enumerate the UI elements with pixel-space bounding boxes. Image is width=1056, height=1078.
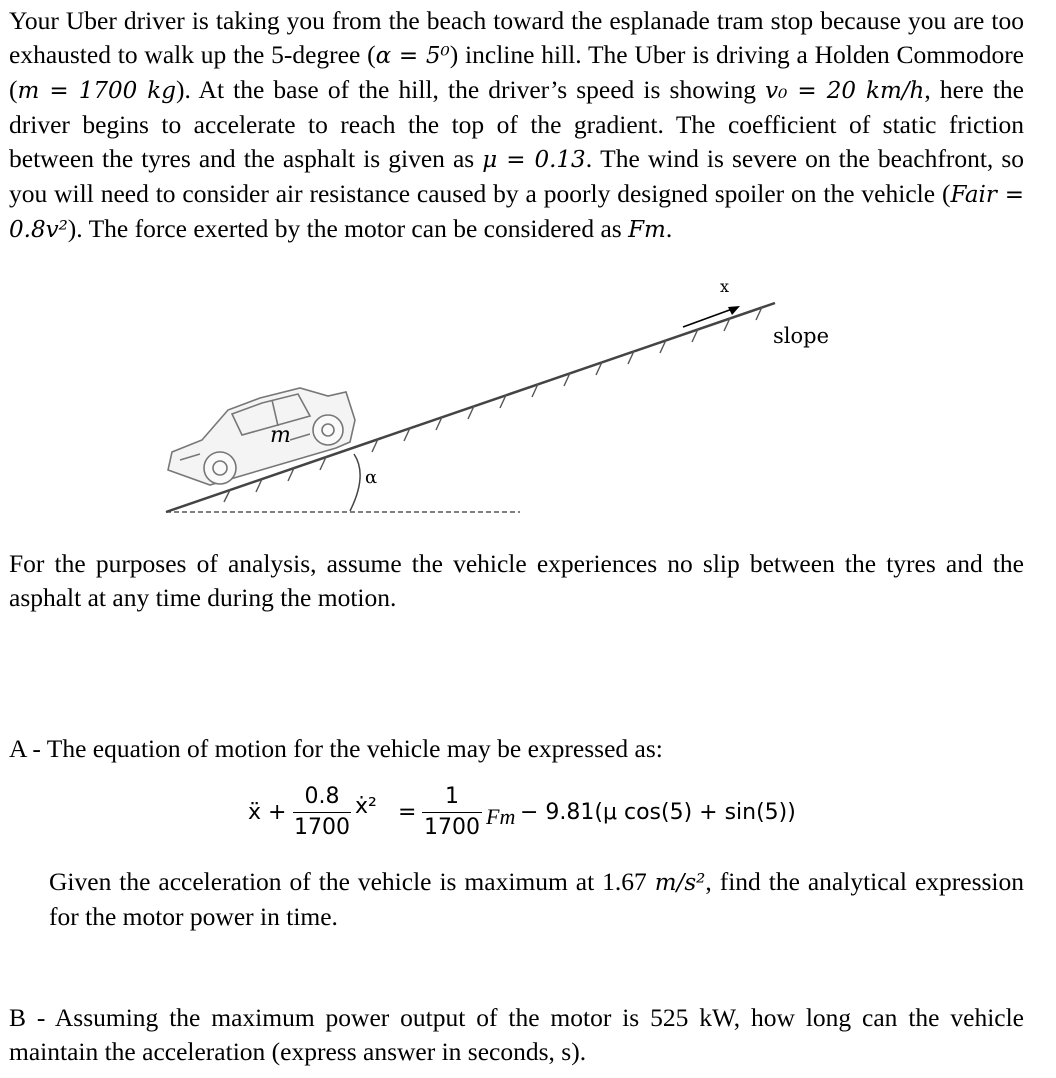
eq-frac1-numerator: 0.8 xyxy=(304,784,340,809)
eq-frac1-denominator: 1700 xyxy=(294,815,350,840)
angle-label: α xyxy=(365,467,378,488)
fair-formula: Fair = 0.8v² xyxy=(9,182,1024,243)
eq-rest: − 9.81(μ cos(5) + sin(5)) xyxy=(520,800,796,825)
intro-text-5: . The wind is severe on the beachfront, so you will need to consider air resistance caused by a poorly designed spoiler on the vehicle ( xyxy=(9,144,1025,208)
x-label: x xyxy=(720,277,730,296)
v0-value: v₀ = 20 km/h xyxy=(765,78,925,104)
part-a-heading: A - The equation of motion for the vehicle may be expressed as: xyxy=(9,734,663,763)
intro-text-7: . xyxy=(665,214,673,243)
eq-frac2-denominator: 1700 xyxy=(424,815,480,840)
angle-arc xyxy=(350,454,360,511)
mu-value: μ = 0.13 xyxy=(482,147,586,173)
mass-label: m xyxy=(270,423,291,448)
car-sketch xyxy=(168,388,355,485)
intro-text-3: ). At the base of the hill, the driver’s speed is showing xyxy=(175,75,766,104)
problem-intro xyxy=(9,4,1024,247)
given-unit: m/s² xyxy=(654,870,706,896)
intro-text-4: , here the driver begins to accelerate to reach the top of the gradient. The coefficient of static friction between the tyres and the asphalt is given as xyxy=(9,75,1024,173)
eq-lhs: ẍ + xyxy=(248,800,287,825)
alpha-value: α = 5⁰ xyxy=(375,43,450,69)
intro-text-6: ). The force exerted by the motor can be considered as xyxy=(67,214,629,243)
eq-frac2-numerator: 1 xyxy=(445,784,459,809)
mass-value: m = 1700 kg xyxy=(17,78,176,104)
eq-fm: Fm xyxy=(486,804,516,829)
eq-fraction-2 xyxy=(422,784,482,841)
eq-xdot-squared: ẋ² xyxy=(355,794,377,819)
slope-label: slope xyxy=(773,324,830,348)
part-b-question: B - Assuming the maximum power output of the motor is 525 kW, how long can the vehicle maintain the acceleration (express answer in seconds, s). xyxy=(9,1003,1024,1066)
intro-text-1: Your Uber driver is taking you from the beach toward the esplanade tram stop because you are too exhausted to walk up the 5-degree ( xyxy=(9,6,1024,69)
incline-diagram xyxy=(150,270,850,520)
part-a-given xyxy=(49,865,1024,934)
intro-text-2: ) incline hill. The Uber is driving a Holden Commodore ( xyxy=(9,40,1025,104)
given-text-1: Given the acceleration of the vehicle is maximum at 1.67 xyxy=(49,867,655,896)
given-text-2: , find the analytical expression for the motor power in time. xyxy=(49,867,1025,931)
eq-equals: = xyxy=(398,800,417,825)
eq-fraction-1 xyxy=(293,784,351,841)
no-slip-statement: For the purposes of analysis, assume the vehicle experiences no slip between the tyres and the asphalt at any time during the motion. xyxy=(9,549,1024,612)
fm-symbol: Fm xyxy=(628,217,666,243)
